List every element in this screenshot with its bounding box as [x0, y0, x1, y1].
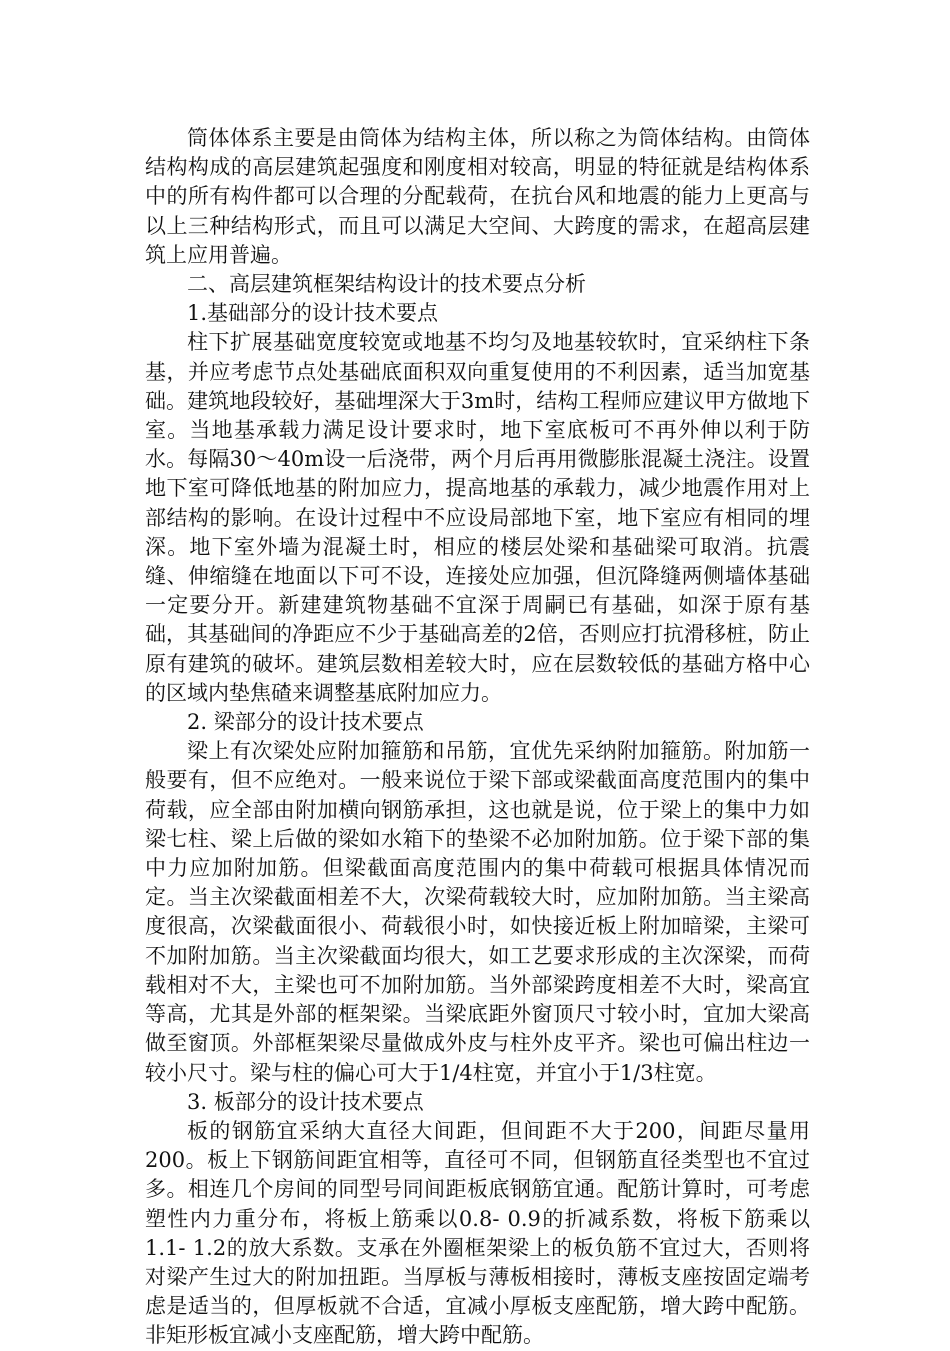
subsection-heading-slab: 3. 板部分的设计技术要点	[187, 1089, 424, 1114]
section-heading-2: 二、高层建筑框架结构设计的技术要点分析	[187, 272, 586, 297]
subsection-heading-foundation: 1.基础部分的设计技术要点	[187, 301, 439, 326]
paragraph-beam: 梁上有次梁处应附加箍筋和吊筋，宜优先采纳附加箍筋。附加筋一般要有，但不应绝对。一般来说位于梁下部或梁截面高度范围内的集中荷载，应全部由附加横向钢筋承担，这也就是说，位于梁上的集中力如梁七柱、梁上后做的梁如水箱下的垫梁不必加附加筋。位于梁下部的集中力应加附加筋。但梁截面高度范围内的集中荷载可根据具体情况而定。当主次梁截面相差不大，次梁荷载较大时，应加附加筋。当主梁高度很高，次梁截面很小、荷载很小时，如快接近板上附加暗梁，主梁可不加附加筋。当主次梁截面均很大，如工艺要求形成的主次深梁，而荷载相对不大，主梁也可不加附加筋。当外部梁跨度相差不大时，梁高宜等高，尤其是外部的框架梁。当梁底距外窗顶尺寸较小时，宜加大梁高做至窗顶。外部框架梁尽量做成外皮与柱外皮平齐。梁也可偏出柱边一较小尺寸。梁与柱的偏心可大于1/4柱宽，并宜小于1/3柱宽。	[145, 739, 810, 1085]
document-body	[145, 124, 810, 1351]
paragraph-tube-system: 筒体体系主要是由筒体为结构主体，所以称之为筒体结构。由筒体结构构成的高层建筑起强度和刚度相对较高，明显的特征就是结构体系中的所有构件都可以合理的分配载荷，在抗台风和地震的能力上更高与以上三种结构形式，而且可以满足大空间、大跨度的需求，在超高层建筑上应用普遍。	[145, 126, 810, 267]
paragraph-slab: 板的钢筋宜采纳大直径大间距，但间距不大于200，间距尽量用200。板上下钢筋间距宜相等，直径可不同，但钢筋直径类型也不宜过多。相连几个房间的同型号同间距板底钢筋宜通。配筋计算时，可考虑塑性内力重分布，将板上筋乘以0.8- 0.9的折减系数，将板下筋乘以1.1- 1.2的放大系数。支承在外圈框架梁上的板负筋不宜过大，否则将对梁产生过大的附加扭距。当厚板与薄板相接时，薄板支座按固定端考虑是适当的，但厚板就不合适，宜减小厚板支座配筋，增大跨中配筋。非矩形板宜减小支座配筋，增大跨中配筋。	[145, 1118, 810, 1348]
paragraph-foundation: 柱下扩展基础宽度较宽或地基不均匀及地基较软时，宜采纳柱下条基，并应考虑节点处基础底面积双向重复使用的不利因素，适当加宽基础。建筑地段较好，基础埋深大于3m时，结构工程师应建议甲方做地下室。当地基承载力满足设计要求时，地下室底板可不再外伸以利于防水。每隔30～40m设一后浇带，两个月后再用微膨胀混凝土浇注。设置地下室可降低地基的附加应力，提高地基的承载力，减少地震作用对上部结构的影响。在设计过程中不应设局部地下室，地下室应有相同的埋深。地下室外墙为混凝土时，相应的楼层处梁和基础梁可取消。抗震缝、伸缩缝在地面以下可不设，连接处应加强，但沉降缝两侧墙体基础一定要分开。新建建筑物基础不宜深于周嗣已有基础，如深于原有基础，其基础间的净距应不少于基础高差的2倍，否则应打抗滑移桩，防止原有建筑的破坏。建筑层数相差较大时，应在层数较低的基础方格中心的区域内垫焦碴来调整基底附加应力。	[145, 330, 810, 705]
subsection-heading-beam: 2. 梁部分的设计技术要点	[187, 710, 424, 735]
